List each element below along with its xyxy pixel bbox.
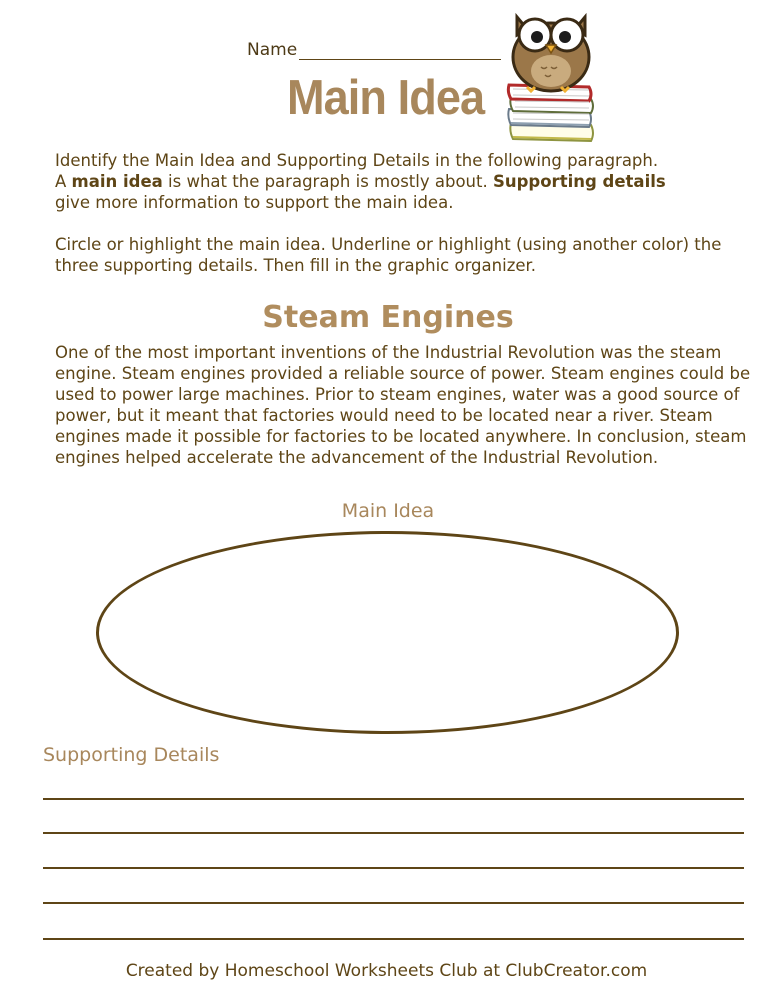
instructions-paragraph: Circle or highlight the main idea. Underline or highlight (using another color) the three supporting details. Then fill in the graphic organizer. (55, 235, 722, 275)
supporting-detail-line[interactable] (43, 902, 744, 904)
name-field[interactable] (299, 59, 501, 60)
name-label: Name (247, 40, 298, 60)
supporting-detail-line[interactable] (43, 832, 744, 834)
intro-line-2 (55, 171, 755, 192)
intro-line-3: give more information to support the main idea. (55, 193, 454, 212)
main-idea-label: Main Idea (341, 500, 435, 522)
intro-line-2-prefix: A (55, 172, 72, 191)
supporting-detail-line[interactable] (43, 798, 744, 800)
supporting-details-label: Supporting Details (43, 744, 220, 766)
intro-line-2-middle: is what the paragraph is mostly about. (162, 172, 493, 191)
footer-credit: Created by Homeschool Worksheets Club at ClubCreator.com (125, 961, 648, 981)
page-title: Main Idea (287, 71, 485, 125)
books-icon (508, 85, 593, 141)
intro-paragraph (55, 150, 755, 213)
main-idea-oval[interactable] (96, 531, 679, 734)
passage-title: Steam Engines (262, 300, 514, 335)
main-idea-term: main idea (71, 172, 163, 191)
owl-on-books-icon (505, 5, 597, 145)
passage-text: One of the most important inventions of the Industrial Revolution was the steam engine. Steam engines provided a reliable source of power. Steam engines could be used to power large machines. Prior to steam engines, water was a good source of power, but it meant that factories would need to be located near a river. Steam engines made it possible for factories to be located anywhere. In conclusion, steam engines helped accelerate the advancement of the Industrial Revolution. (55, 343, 751, 467)
supporting-detail-line[interactable] (43, 867, 744, 869)
supporting-detail-line[interactable] (43, 938, 744, 940)
supporting-details-term: Supporting details (492, 172, 666, 191)
intro-line-1: Identify the Main Idea and Supporting Details in the following paragraph. (55, 151, 659, 170)
owl-icon (513, 17, 589, 91)
